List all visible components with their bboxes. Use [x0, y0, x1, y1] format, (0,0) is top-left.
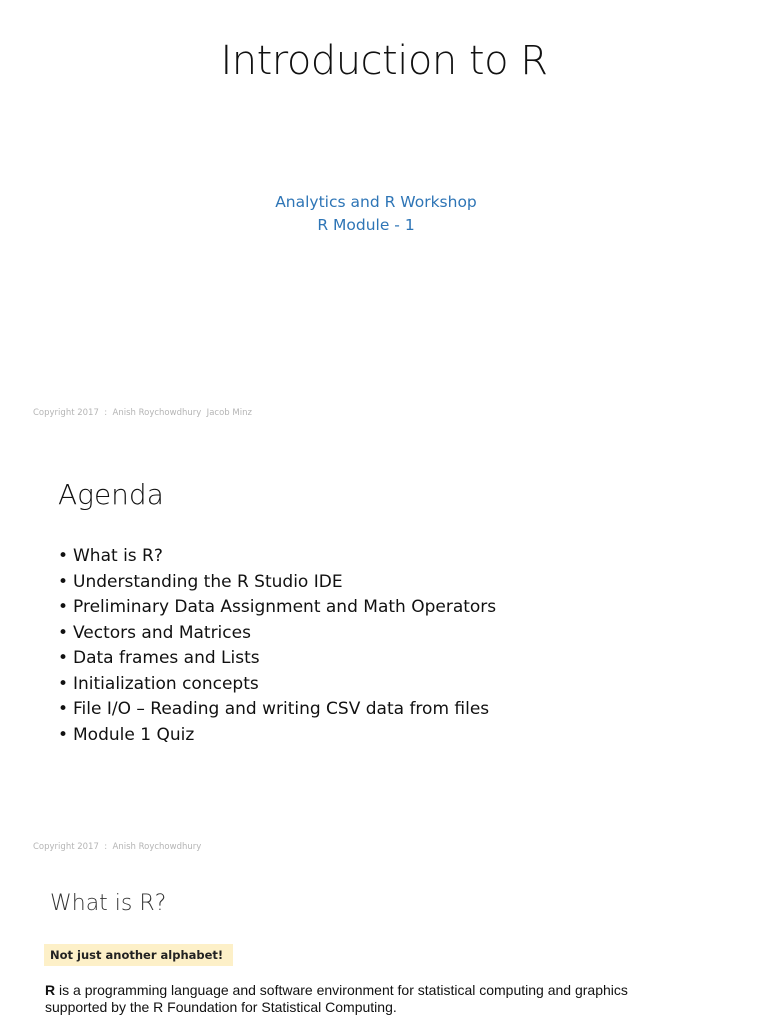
bullet-icon: •: [58, 673, 69, 694]
agenda-item: [58, 621, 496, 647]
bullet-icon: •: [58, 546, 69, 566]
agenda-item-label: Data frames and Lists: [73, 648, 260, 668]
agenda-item-label: Module 1 Quiz: [73, 724, 195, 745]
agenda-item-label: File I/O – Reading and writing CSV data from files: [73, 699, 490, 719]
bullet-icon: •: [58, 699, 69, 719]
bullet-icon: •: [58, 597, 69, 617]
bullet-icon: •: [58, 622, 69, 643]
agenda-item-label: Understanding the R Studio IDE: [73, 571, 343, 592]
bullet-icon: •: [58, 724, 69, 745]
agenda-item: [58, 723, 496, 749]
agenda-item: [58, 595, 496, 621]
bullet-icon: •: [58, 571, 69, 592]
subtitle-line-workshop: Analytics and R Workshop: [275, 193, 477, 211]
agenda-item-label: Initialization concepts: [73, 673, 259, 694]
r-description-term: R: [45, 982, 56, 998]
copyright-footer: Copyright 2017 : Anish Roychowdhury: [33, 842, 202, 852]
agenda-item: [58, 697, 496, 723]
agenda-item: [58, 672, 496, 698]
r-description: [45, 982, 685, 1015]
agenda-item: [58, 570, 496, 596]
callout-badge: Not just another alphabet!: [44, 944, 233, 966]
slide-title-heading: Introduction to R: [220, 38, 548, 84]
agenda-list: [58, 544, 496, 748]
slide-subtitle: [0, 191, 752, 237]
agenda-heading: Agenda: [58, 478, 164, 511]
r-description-text: is a programming language and software environment for statistical computing and graphics supported by the R Foundation for Statistical Computing.: [45, 982, 628, 1015]
subtitle-line-module: R Module - 1: [317, 216, 415, 234]
agenda-item-label: Preliminary Data Assignment and Math Operators: [73, 597, 497, 617]
bullet-icon: •: [58, 648, 69, 668]
agenda-item: [58, 646, 496, 672]
copyright-footer: Copyright 2017 : Anish Roychowdhury Jacob Minz: [33, 408, 252, 418]
agenda-item: [58, 544, 496, 570]
agenda-item-label: What is R?: [73, 546, 163, 566]
agenda-item-label: Vectors and Matrices: [73, 622, 251, 643]
slide-title: [0, 0, 768, 432]
slide-agenda: [0, 432, 768, 864]
what-is-r-heading: What is R?: [50, 891, 167, 916]
slide-what-is-r: [0, 864, 768, 1024]
